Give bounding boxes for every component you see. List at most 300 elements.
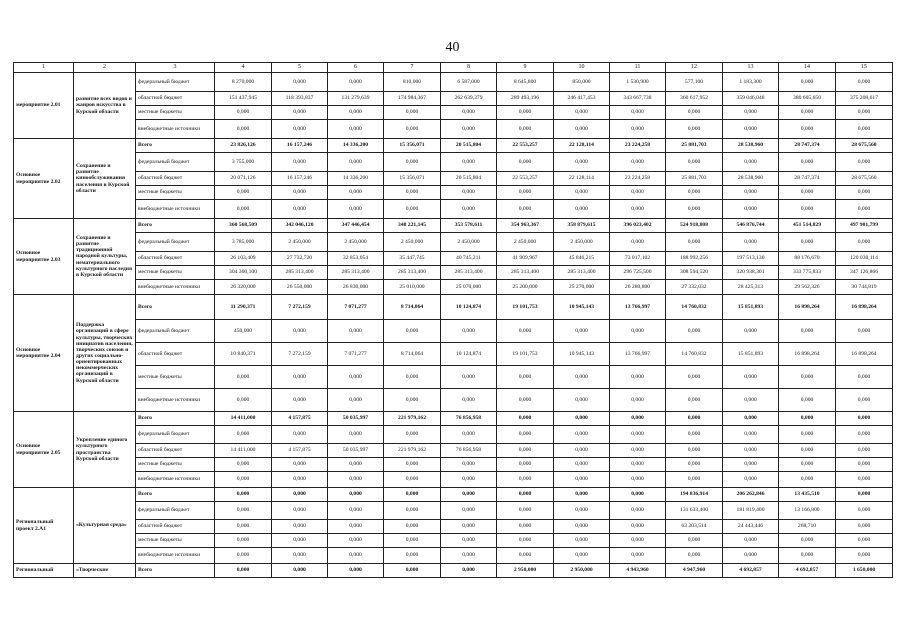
amount-cell: 285 313,400 <box>272 266 328 280</box>
amount-cell: 0,000 <box>328 320 384 343</box>
column-header-11: 11 <box>610 63 666 73</box>
amount-cell: 15 356,071 <box>384 139 441 153</box>
amount-cell: 0,000 <box>497 444 554 458</box>
activity-code: Основное мероприятие 2.04 <box>14 295 74 412</box>
amount-cell: 4 157,875 <box>272 412 328 426</box>
amount-cell: 0,000 <box>384 366 441 389</box>
amount-cell: 0,000 <box>497 534 554 548</box>
amount-cell: 0,000 <box>272 502 328 520</box>
amount-cell: 0,000 <box>384 186 441 200</box>
table-row <box>14 548 893 564</box>
amount-cell: 50 035,997 <box>328 412 384 426</box>
amount-cell: 20 071,126 <box>215 172 272 186</box>
table-row <box>14 295 893 320</box>
amount-cell: 451 514,829 <box>779 219 836 233</box>
amount-cell: 0,000 <box>272 120 328 139</box>
amount-cell: 4 692,857 <box>779 564 836 578</box>
activity-name: Укрепление единого культурного пространства Курской области <box>74 412 136 488</box>
table-row <box>14 564 893 578</box>
amount-cell: 342 046,120 <box>272 219 328 233</box>
funding-source: местные бюджеты <box>136 106 215 120</box>
table-row <box>14 172 893 186</box>
amount-cell: 28 747,374 <box>779 139 836 153</box>
funding-source: Всего <box>136 488 215 502</box>
table-row <box>14 488 893 502</box>
amount-cell: 0,000 <box>497 120 554 139</box>
amount-cell: 343 667,738 <box>610 92 666 106</box>
funding-source: внебюджетные источники <box>136 280 215 295</box>
amount-cell: 0,000 <box>441 564 497 578</box>
funding-source: федеральный бюджет <box>136 502 215 520</box>
amount-cell: 0,000 <box>215 520 272 534</box>
table-row <box>14 389 893 412</box>
amount-cell: 0,000 <box>328 502 384 520</box>
amount-cell: 28 538,960 <box>723 139 779 153</box>
amount-cell: 0,000 <box>779 472 836 488</box>
amount-cell: 0,000 <box>497 200 554 219</box>
amount-cell: 0,000 <box>836 502 893 520</box>
activity-name: Сохранение и развитие кинообслуживания населения в Курской области <box>74 139 136 219</box>
amount-cell: 0,000 <box>441 200 497 219</box>
table-row <box>14 266 893 280</box>
funding-source: федеральный бюджет <box>136 153 215 172</box>
amount-cell: 0,000 <box>779 73 836 92</box>
amount-cell: 0,000 <box>384 153 441 172</box>
amount-cell: 0,000 <box>836 412 893 426</box>
column-header-14: 14 <box>779 63 836 73</box>
amount-cell: 304 360,100 <box>215 266 272 280</box>
amount-cell: 285 313,400 <box>384 266 441 280</box>
amount-cell: 577,100 <box>666 73 723 92</box>
amount-cell: 6 587,000 <box>441 73 497 92</box>
column-header-12: 12 <box>666 63 723 73</box>
amount-cell: 0,000 <box>272 534 328 548</box>
amount-cell: 28 675,560 <box>836 139 893 153</box>
amount-cell: 25 881,703 <box>666 139 723 153</box>
funding-source: Всего <box>136 412 215 426</box>
amount-cell: 2 450,000 <box>384 233 441 252</box>
funding-source: федеральный бюджет <box>136 73 215 92</box>
amount-cell: 0,000 <box>441 458 497 472</box>
amount-cell: 76 856,958 <box>441 412 497 426</box>
amount-cell: 358 879,615 <box>554 219 610 233</box>
amount-cell: 0,000 <box>328 73 384 92</box>
amount-cell: 0,000 <box>384 426 441 444</box>
amount-cell: 0,000 <box>215 534 272 548</box>
amount-cell: 26 280,800 <box>610 280 666 295</box>
amount-cell: 25 881,703 <box>666 172 723 186</box>
amount-cell: 0,000 <box>723 186 779 200</box>
amount-cell: 0,000 <box>610 458 666 472</box>
amount-cell: 0,000 <box>666 472 723 488</box>
amount-cell: 0,000 <box>723 412 779 426</box>
funding-source: местные бюджеты <box>136 458 215 472</box>
amount-cell: 3 755,000 <box>215 153 272 172</box>
amount-cell: 2 450,000 <box>272 233 328 252</box>
amount-cell: 0,000 <box>723 233 779 252</box>
amount-cell: 546 876,744 <box>723 219 779 233</box>
amount-cell: 118 393,837 <box>272 92 328 106</box>
amount-cell: 0,000 <box>497 186 554 200</box>
funding-source: областной бюджет <box>136 520 215 534</box>
amount-cell: 2 450,000 <box>497 233 554 252</box>
amount-cell: 347 126,866 <box>836 266 893 280</box>
amount-cell: 353 578,611 <box>441 219 497 233</box>
amount-cell: 0,000 <box>272 458 328 472</box>
amount-cell: 0,000 <box>836 73 893 92</box>
amount-cell: 10 945,143 <box>554 343 610 366</box>
funding-source: областной бюджет <box>136 172 215 186</box>
amount-cell: 0,000 <box>215 564 272 578</box>
amount-cell: 50 035,997 <box>328 444 384 458</box>
amount-cell: 25 270,000 <box>554 280 610 295</box>
amount-cell: 0,000 <box>328 389 384 412</box>
amount-cell: 0,000 <box>836 153 893 172</box>
amount-cell: 10 840,371 <box>215 343 272 366</box>
amount-cell: 0,000 <box>723 389 779 412</box>
amount-cell: 0,000 <box>610 186 666 200</box>
amount-cell: 360 568,509 <box>215 219 272 233</box>
amount-cell: 0,000 <box>384 120 441 139</box>
amount-cell: 0,000 <box>610 153 666 172</box>
amount-cell: 268,710 <box>779 520 836 534</box>
amount-cell: 0,000 <box>441 120 497 139</box>
amount-cell: 0,000 <box>328 488 384 502</box>
amount-cell: 14 760,832 <box>666 343 723 366</box>
amount-cell: 850,000 <box>554 73 610 92</box>
amount-cell: 0,000 <box>779 426 836 444</box>
amount-cell: 348 221,145 <box>384 219 441 233</box>
amount-cell: 28 538,960 <box>723 172 779 186</box>
funding-source: местные бюджеты <box>136 186 215 200</box>
amount-cell: 10 945,143 <box>554 295 610 320</box>
amount-cell: 4 943,960 <box>610 564 666 578</box>
funding-source: федеральный бюджет <box>136 233 215 252</box>
amount-cell: 194 836,914 <box>666 488 723 502</box>
amount-cell: 0,000 <box>441 488 497 502</box>
amount-cell: 0,000 <box>610 120 666 139</box>
amount-cell: 28 747,374 <box>779 172 836 186</box>
amount-cell: 0,000 <box>779 120 836 139</box>
amount-cell: 11 290,371 <box>215 295 272 320</box>
amount-cell: 0,000 <box>215 186 272 200</box>
amount-cell: 63 203,514 <box>666 520 723 534</box>
amount-cell: 8 270,000 <box>215 73 272 92</box>
amount-cell: 22 553,257 <box>497 172 554 186</box>
amount-cell: 0,000 <box>272 548 328 564</box>
amount-cell: 0,000 <box>328 186 384 200</box>
amount-cell: 0,000 <box>441 502 497 520</box>
amount-cell: 0,000 <box>328 534 384 548</box>
amount-cell: 1 650,000 <box>836 564 893 578</box>
amount-cell: 0,000 <box>666 548 723 564</box>
funding-source: местные бюджеты <box>136 366 215 389</box>
amount-cell: 0,000 <box>441 472 497 488</box>
amount-cell: 0,000 <box>836 488 893 502</box>
amount-cell: 13 435,510 <box>779 488 836 502</box>
amount-cell: 0,000 <box>441 548 497 564</box>
amount-cell: 0,000 <box>723 106 779 120</box>
amount-cell: 0,000 <box>328 458 384 472</box>
amount-cell: 151 437,945 <box>215 92 272 106</box>
amount-cell: 0,000 <box>836 120 893 139</box>
amount-cell: 0,000 <box>272 153 328 172</box>
amount-cell: 0,000 <box>497 153 554 172</box>
amount-cell: 0,000 <box>779 534 836 548</box>
amount-cell: 354 963,367 <box>497 219 554 233</box>
amount-cell: 0,000 <box>272 488 328 502</box>
amount-cell: 0,000 <box>723 534 779 548</box>
amount-cell: 0,000 <box>554 502 610 520</box>
amount-cell: 0,000 <box>215 120 272 139</box>
amount-cell: 45 846,215 <box>554 252 610 266</box>
funding-source: областной бюджет <box>136 92 215 106</box>
amount-cell: 333 775,833 <box>779 266 836 280</box>
amount-cell: 0,000 <box>779 186 836 200</box>
activity-code: мероприятие 2.01 <box>14 73 74 139</box>
amount-cell: 289 493,196 <box>497 92 554 106</box>
amount-cell: 0,000 <box>836 389 893 412</box>
budget-table <box>13 62 893 578</box>
column-header-4: 4 <box>215 63 272 73</box>
table-row <box>14 153 893 172</box>
amount-cell: 0,000 <box>497 458 554 472</box>
amount-cell: 0,000 <box>554 458 610 472</box>
amount-cell: 0,000 <box>441 106 497 120</box>
amount-cell: 0,000 <box>497 488 554 502</box>
amount-cell: 0,000 <box>836 534 893 548</box>
amount-cell: 0,000 <box>779 200 836 219</box>
amount-cell: 0,000 <box>554 186 610 200</box>
amount-cell: 0,000 <box>779 412 836 426</box>
amount-cell: 0,000 <box>497 106 554 120</box>
table-row <box>14 320 893 343</box>
column-header-8: 8 <box>441 63 497 73</box>
amount-cell: 524 918,808 <box>666 219 723 233</box>
amount-cell: 0,000 <box>779 233 836 252</box>
activity-name: «Творческие <box>74 564 136 578</box>
table-row <box>14 502 893 520</box>
column-header-9: 9 <box>497 63 554 73</box>
amount-cell: 0,000 <box>779 106 836 120</box>
amount-cell: 0,000 <box>554 520 610 534</box>
amount-cell: 0,000 <box>666 200 723 219</box>
amount-cell: 0,000 <box>215 106 272 120</box>
amount-cell: 0,000 <box>384 564 441 578</box>
table-row <box>14 458 893 472</box>
table-body <box>14 73 893 578</box>
amount-cell: 0,000 <box>497 472 554 488</box>
amount-cell: 15 851,893 <box>723 343 779 366</box>
amount-cell: 24 443,446 <box>723 520 779 534</box>
amount-cell: 41 909,967 <box>497 252 554 266</box>
funding-source: внебюджетные источники <box>136 389 215 412</box>
amount-cell: 285 313,400 <box>497 266 554 280</box>
funding-source: областной бюджет <box>136 444 215 458</box>
amount-cell: 380 605,650 <box>779 92 836 106</box>
amount-cell: 8 645,800 <box>497 73 554 92</box>
amount-cell: 450,000 <box>215 320 272 343</box>
amount-cell: 30 744,819 <box>836 280 893 295</box>
amount-cell: 0,000 <box>666 426 723 444</box>
amount-cell: 0,000 <box>328 106 384 120</box>
amount-cell: 0,000 <box>723 444 779 458</box>
amount-cell: 0,000 <box>554 412 610 426</box>
amount-cell: 0,000 <box>384 200 441 219</box>
funding-source: внебюджетные источники <box>136 120 215 139</box>
amount-cell: 2 450,000 <box>441 233 497 252</box>
amount-cell: 0,000 <box>328 366 384 389</box>
amount-cell: 0,000 <box>723 153 779 172</box>
column-header-5: 5 <box>272 63 328 73</box>
amount-cell: 0,000 <box>723 120 779 139</box>
amount-cell: 0,000 <box>272 320 328 343</box>
amount-cell: 0,000 <box>836 426 893 444</box>
amount-cell: 35 447,745 <box>384 252 441 266</box>
amount-cell: 7 071,277 <box>328 295 384 320</box>
amount-cell: 15 851,893 <box>723 295 779 320</box>
amount-cell: 0,000 <box>723 366 779 389</box>
amount-cell: 0,000 <box>666 366 723 389</box>
activity-code: Основное мероприятие 2.03 <box>14 219 74 295</box>
funding-source: внебюджетные источники <box>136 548 215 564</box>
amount-cell: 0,000 <box>779 389 836 412</box>
amount-cell: 0,000 <box>384 389 441 412</box>
amount-cell: 25 070,000 <box>441 280 497 295</box>
amount-cell: 19 101,753 <box>497 295 554 320</box>
amount-cell: 16 157,246 <box>272 139 328 153</box>
amount-cell: 0,000 <box>666 389 723 412</box>
amount-cell: 0,000 <box>723 458 779 472</box>
amount-cell: 0,000 <box>328 153 384 172</box>
column-header-1: 1 <box>14 63 74 73</box>
amount-cell: 16 898,264 <box>836 343 893 366</box>
amount-cell: 0,000 <box>384 488 441 502</box>
amount-cell: 0,000 <box>441 534 497 548</box>
amount-cell: 262 639,379 <box>441 92 497 106</box>
amount-cell: 188 992,256 <box>666 252 723 266</box>
amount-cell: 0,000 <box>441 389 497 412</box>
table-row <box>14 92 893 106</box>
amount-cell: 7 272,159 <box>272 295 328 320</box>
amount-cell: 0,000 <box>779 458 836 472</box>
amount-cell: 0,000 <box>497 548 554 564</box>
amount-cell: 0,000 <box>384 534 441 548</box>
amount-cell: 359 046,048 <box>723 92 779 106</box>
amount-cell: 0,000 <box>215 426 272 444</box>
table-row <box>14 120 893 139</box>
table-row <box>14 472 893 488</box>
column-header-7: 7 <box>384 63 441 73</box>
amount-cell: 375 208,617 <box>836 92 893 106</box>
amount-cell: 14 336,200 <box>328 139 384 153</box>
amount-cell: 0,000 <box>215 366 272 389</box>
table-row <box>14 444 893 458</box>
amount-cell: 0,000 <box>610 548 666 564</box>
amount-cell: 0,000 <box>836 444 893 458</box>
amount-cell: 23 224,258 <box>610 172 666 186</box>
column-header-6: 6 <box>328 63 384 73</box>
funding-source: федеральный бюджет <box>136 426 215 444</box>
activity-name: Поддержка организаций в сфере культуры, творческих инициатив населения, творческих союзов и других социально-ориентированных некоммерческих организаций в Курской области <box>74 295 136 412</box>
amount-cell: 0,000 <box>384 458 441 472</box>
amount-cell: 0,000 <box>836 200 893 219</box>
amount-cell: 0,000 <box>666 534 723 548</box>
amount-cell: 0,000 <box>610 320 666 343</box>
amount-cell: 0,000 <box>610 200 666 219</box>
column-header-13: 13 <box>723 63 779 73</box>
amount-cell: 0,000 <box>836 520 893 534</box>
amount-cell: 40 745,211 <box>441 252 497 266</box>
amount-cell: 0,000 <box>441 366 497 389</box>
amount-cell: 15 356,071 <box>384 172 441 186</box>
amount-cell: 0,000 <box>328 472 384 488</box>
amount-cell: 0,000 <box>497 426 554 444</box>
activity-name: развитие всех видов и жанров искусства в Курской области <box>74 73 136 139</box>
amount-cell: 22 553,257 <box>497 139 554 153</box>
amount-cell: 0,000 <box>554 366 610 389</box>
table-row <box>14 73 893 92</box>
amount-cell: 25 200,000 <box>497 280 554 295</box>
amount-cell: 14 411,000 <box>215 444 272 458</box>
amount-cell: 0,000 <box>272 472 328 488</box>
amount-cell: 131 279,639 <box>328 92 384 106</box>
table-row <box>14 233 893 252</box>
table-row <box>14 186 893 200</box>
amount-cell: 0,000 <box>497 412 554 426</box>
amount-cell: 0,000 <box>215 200 272 219</box>
amount-cell: 0,000 <box>554 320 610 343</box>
amount-cell: 8 714,064 <box>384 295 441 320</box>
amount-cell: 0,000 <box>666 120 723 139</box>
amount-cell: 0,000 <box>272 366 328 389</box>
amount-cell: 22 128,114 <box>554 139 610 153</box>
column-header-15: 15 <box>836 63 893 73</box>
amount-cell: 308 594,520 <box>666 266 723 280</box>
amount-cell: 27 332,032 <box>666 280 723 295</box>
amount-cell: 22 128,114 <box>554 172 610 186</box>
amount-cell: 19 101,753 <box>497 343 554 366</box>
amount-cell: 0,000 <box>554 200 610 219</box>
table-row <box>14 106 893 120</box>
table-row <box>14 252 893 266</box>
funding-source: внебюджетные источники <box>136 472 215 488</box>
amount-cell: 0,000 <box>441 153 497 172</box>
amount-cell: 0,000 <box>384 520 441 534</box>
amount-cell: 4 947,960 <box>666 564 723 578</box>
amount-cell: 0,000 <box>723 426 779 444</box>
amount-cell: 0,000 <box>666 444 723 458</box>
amount-cell: 0,000 <box>836 458 893 472</box>
column-header-10: 10 <box>554 63 610 73</box>
amount-cell: 0,000 <box>610 366 666 389</box>
amount-cell: 26 103,409 <box>215 252 272 266</box>
funding-source: областной бюджет <box>136 343 215 366</box>
amount-cell: 28 425,313 <box>723 280 779 295</box>
amount-cell: 0,000 <box>384 106 441 120</box>
funding-source: Всего <box>136 219 215 233</box>
table-row <box>14 426 893 444</box>
amount-cell: 76 856,958 <box>441 444 497 458</box>
amount-cell: 181 819,400 <box>723 502 779 520</box>
amount-cell: 0,000 <box>215 389 272 412</box>
amount-cell: 13 166,800 <box>779 502 836 520</box>
funding-source: Всего <box>136 564 215 578</box>
funding-source: областной бюджет <box>136 252 215 266</box>
amount-cell: 0,000 <box>497 366 554 389</box>
amount-cell: 0,000 <box>666 106 723 120</box>
amount-cell: 0,000 <box>215 502 272 520</box>
